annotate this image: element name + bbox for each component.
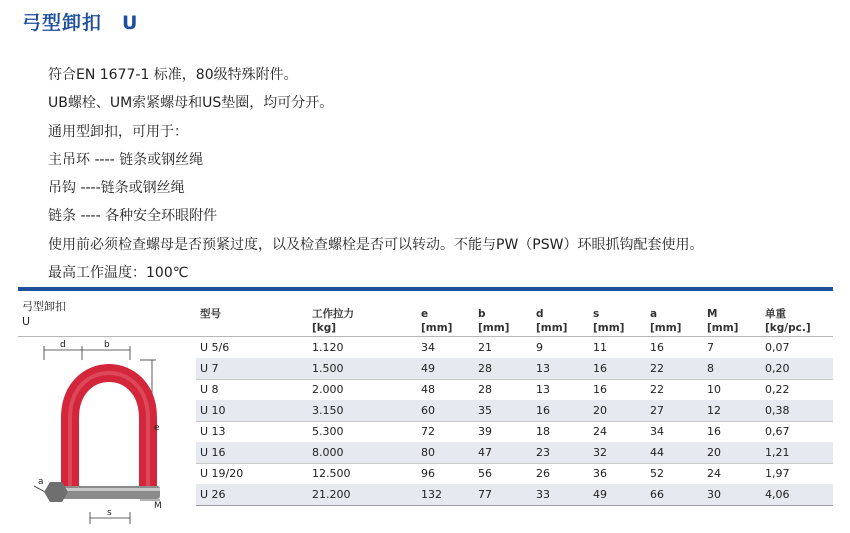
dim-a-label: a — [38, 477, 44, 487]
cell-wll: 5.300 — [312, 425, 344, 438]
cell-wll: 1.500 — [312, 362, 344, 375]
cell-b: 77 — [478, 488, 492, 501]
cell-e: 72 — [421, 425, 435, 438]
cell-M: 10 — [707, 383, 721, 396]
header-b: b [mm] — [478, 308, 510, 334]
header-s: s [mm] — [593, 308, 625, 334]
cell-weight: 0,20 — [765, 362, 790, 375]
dim-M-label: M — [154, 501, 162, 511]
description-list — [48, 61, 703, 287]
description-line: 使用前必须检查螺母是否预紧过度，以及检查螺栓是否可以转动。不能与PW（PSW）环眼抓钩配套使用。 — [48, 236, 704, 253]
header-weight: 单重 [kg/pc.] — [765, 308, 811, 334]
header-model: 型号 — [200, 308, 221, 320]
shackle-bow — [70, 373, 148, 488]
header-e: e [mm] — [421, 308, 453, 334]
cell-weight: 0,67 — [765, 425, 790, 438]
cell-e: 49 — [421, 362, 435, 375]
table-header — [18, 291, 833, 337]
cell-weight: 0,38 — [765, 404, 790, 417]
cell-model: U 10 — [200, 404, 226, 417]
cell-wll: 21.200 — [312, 488, 351, 501]
cell-e: 60 — [421, 404, 435, 417]
product-label — [22, 299, 66, 329]
cell-b: 28 — [478, 362, 492, 375]
description-line: 吊钩 ----链条或钢丝绳 — [48, 180, 185, 197]
cell-weight: 0,07 — [765, 341, 790, 354]
cell-d: 16 — [536, 404, 550, 417]
description-line: 通用型卸扣，可用于： — [48, 123, 188, 140]
table-row — [196, 442, 833, 463]
cell-s: 36 — [593, 467, 607, 480]
header-M: M [mm] — [707, 308, 739, 334]
cell-e: 132 — [421, 488, 442, 501]
cell-s: 32 — [593, 446, 607, 459]
cell-M: 30 — [707, 488, 721, 501]
cell-weight: 0,22 — [765, 383, 790, 396]
description-line: 链条 ---- 各种安全环眼附件 — [48, 208, 218, 225]
table-row — [196, 400, 833, 421]
cell-model: U 19/20 — [200, 467, 244, 480]
cell-wll: 3.150 — [312, 404, 344, 417]
cell-model: U 5/6 — [200, 341, 230, 354]
dim-s-label: s — [107, 508, 112, 518]
product-name: 弓型卸扣 — [22, 300, 66, 313]
cell-weight: 4,06 — [765, 488, 790, 501]
page-title: 弓型卸扣 U — [22, 12, 139, 34]
cell-s: 16 — [593, 383, 607, 396]
cell-s: 16 — [593, 362, 607, 375]
shackle-diagram — [30, 338, 170, 528]
cell-d: 13 — [536, 362, 550, 375]
cell-wll: 8.000 — [312, 446, 344, 459]
row-divider — [196, 505, 833, 506]
cell-a: 16 — [650, 341, 664, 354]
cell-d: 26 — [536, 467, 550, 480]
cell-e: 48 — [421, 383, 435, 396]
cell-model: U 26 — [200, 488, 226, 501]
cell-b: 56 — [478, 467, 492, 480]
header-a: a [mm] — [650, 308, 682, 334]
table-row — [196, 484, 833, 505]
cell-model: U 8 — [200, 383, 219, 396]
cell-d: 33 — [536, 488, 550, 501]
cell-s: 11 — [593, 341, 607, 354]
cell-M: 20 — [707, 446, 721, 459]
cell-b: 39 — [478, 425, 492, 438]
cell-wll: 1.120 — [312, 341, 344, 354]
cell-b: 35 — [478, 404, 492, 417]
table-row — [196, 358, 833, 379]
cell-b: 21 — [478, 341, 492, 354]
cell-a: 34 — [650, 425, 664, 438]
description-line: 最高工作温度：100℃ — [48, 265, 189, 282]
cell-weight: 1,21 — [765, 446, 790, 459]
cell-a: 22 — [650, 362, 664, 375]
table-row — [196, 463, 833, 484]
cell-d: 18 — [536, 425, 550, 438]
table-row — [196, 337, 833, 358]
cell-model: U 7 — [200, 362, 219, 375]
cell-wll: 12.500 — [312, 467, 351, 480]
header-d: d [mm] — [536, 308, 568, 334]
cell-a: 44 — [650, 446, 664, 459]
cell-d: 13 — [536, 383, 550, 396]
cell-weight: 1,97 — [765, 467, 790, 480]
cell-a: 52 — [650, 467, 664, 480]
cell-a: 66 — [650, 488, 664, 501]
cell-a: 27 — [650, 404, 664, 417]
cell-M: 24 — [707, 467, 721, 480]
cell-s: 49 — [593, 488, 607, 501]
description-line: 主吊环 ---- 链条或钢丝绳 — [48, 151, 204, 168]
cell-s: 24 — [593, 425, 607, 438]
dim-e-label: e — [154, 423, 160, 433]
cell-M: 7 — [707, 341, 714, 354]
table-row — [196, 421, 833, 442]
cell-e: 80 — [421, 446, 435, 459]
cell-model: U 16 — [200, 446, 226, 459]
header-wll: 工作拉力 [kg] — [312, 308, 354, 334]
spec-table — [18, 287, 833, 501]
product-code: U — [22, 315, 31, 328]
cell-a: 22 — [650, 383, 664, 396]
cell-e: 96 — [421, 467, 435, 480]
description-line: 符合EN 1677-1 标准，80级特殊附件。 — [48, 67, 298, 83]
cell-M: 8 — [707, 362, 714, 375]
cell-model: U 13 — [200, 425, 226, 438]
cell-e: 34 — [421, 341, 435, 354]
cell-M: 12 — [707, 404, 721, 417]
table-row — [196, 379, 833, 400]
cell-d: 23 — [536, 446, 550, 459]
cell-wll: 2.000 — [312, 383, 344, 396]
dim-b-label: b — [104, 340, 110, 350]
cell-b: 47 — [478, 446, 492, 459]
dim-d-label: d — [60, 340, 66, 350]
description-line: UB螺栓、UM索紧螺母和US垫圈，均可分开。 — [48, 95, 334, 112]
cell-b: 28 — [478, 383, 492, 396]
cell-M: 16 — [707, 425, 721, 438]
cell-s: 20 — [593, 404, 607, 417]
cell-d: 9 — [536, 341, 543, 354]
